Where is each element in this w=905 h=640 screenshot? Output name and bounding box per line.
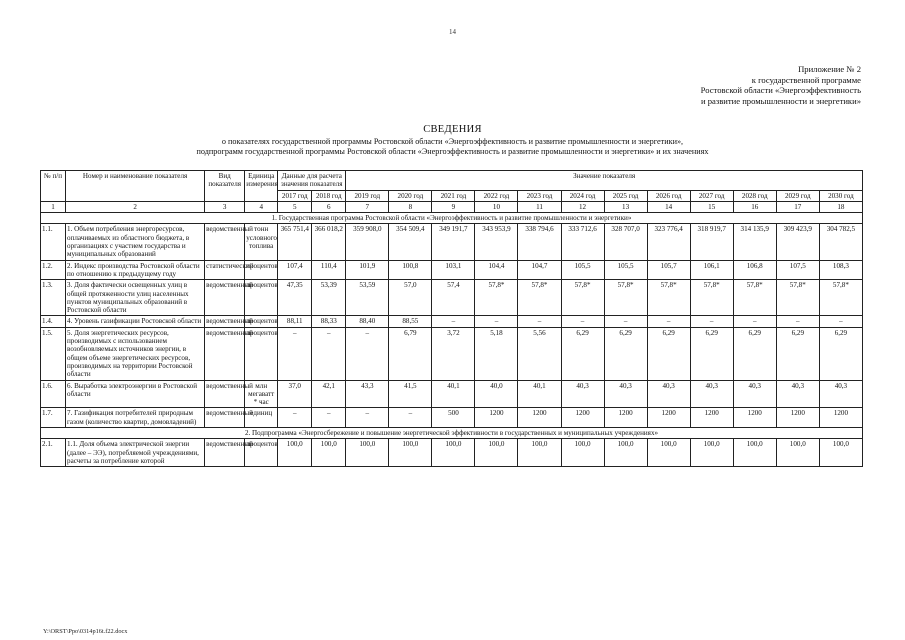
- value-cell: 57,8*: [518, 280, 561, 316]
- row-number: 1.6.: [41, 380, 66, 408]
- value-cell: 100,8: [389, 260, 432, 280]
- value-cell: 100,0: [690, 439, 733, 467]
- value-cell: 57,8*: [647, 280, 690, 316]
- section-row: [41, 213, 863, 224]
- table-row: [41, 408, 863, 428]
- column-number: 12: [561, 201, 604, 212]
- value-cell: 104,4: [475, 260, 518, 280]
- column-number: 3: [205, 201, 245, 212]
- value-cell: –: [690, 316, 733, 327]
- unit-of-measure: млн мегаватт * час: [245, 380, 278, 408]
- value-cell: 42,1: [312, 380, 346, 408]
- header-type: Вид показателя: [205, 171, 245, 202]
- table-row: [41, 260, 863, 280]
- value-cell: 328 707,0: [604, 224, 647, 260]
- value-cell: 43,3: [346, 380, 389, 408]
- value-cell: 103,1: [432, 260, 475, 280]
- table-row: [41, 316, 863, 327]
- value-cell: 37,0: [278, 380, 312, 408]
- value-cell: 5,56: [518, 327, 561, 380]
- value-cell: –: [819, 316, 862, 327]
- year-header: 2023 год: [518, 190, 561, 201]
- unit-of-measure: процентов: [245, 260, 278, 280]
- year-header: 2027 год: [690, 190, 733, 201]
- value-cell: 57,8*: [475, 280, 518, 316]
- value-cell: 57,8*: [604, 280, 647, 316]
- file-path-footer: Y:\ORST\Ppo\0314p16t.f22.docx: [43, 628, 128, 635]
- header-row: [41, 171, 863, 191]
- unit-of-measure: процентов: [246, 317, 278, 326]
- page-number: 14: [449, 28, 456, 36]
- table-row: [41, 224, 863, 260]
- subtitle-line: о показателях государственной программы Ростовской области «Энергоэффективность и развитие промышленности и энергетики»,: [221, 137, 684, 146]
- row-number: 1.4.: [41, 316, 66, 327]
- value-cell: –: [312, 408, 346, 428]
- value-cell: 53,59: [346, 280, 389, 316]
- indicator-name: 2. Индекс производства Ростовской области по отношению к предыдущему году: [66, 260, 205, 280]
- column-number-row: [41, 201, 863, 212]
- value-cell: 6,29: [647, 327, 690, 380]
- year-header: 2025 год: [604, 190, 647, 201]
- value-cell: 100,0: [776, 439, 819, 467]
- value-cell: 107,5: [776, 260, 819, 280]
- year-header: 2019 год: [346, 190, 389, 201]
- value-cell: –: [312, 327, 346, 380]
- year-header: 2030 год: [819, 190, 862, 201]
- value-cell: –: [776, 316, 819, 327]
- value-cell: 304 782,5: [819, 224, 862, 260]
- unit-of-measure: тонн условного топлива: [245, 224, 278, 260]
- subtitle-line: подпрограмм государственной программы Ростовской области «Энергоэффективность и развитие промышленности и энергетики» и их значениях: [196, 147, 709, 156]
- row-number: 1.5.: [41, 327, 66, 380]
- value-cell: 106,8: [733, 260, 776, 280]
- value-cell: 40,3: [819, 380, 862, 408]
- value-cell: –: [346, 408, 389, 428]
- value-cell: 5,18: [475, 327, 518, 380]
- value-cell: 107,4: [278, 260, 312, 280]
- value-cell: 40,1: [518, 380, 561, 408]
- value-cell: 40,3: [690, 380, 733, 408]
- column-number: 13: [604, 201, 647, 212]
- value-cell: 6,29: [776, 327, 819, 380]
- value-cell: 100,0: [432, 439, 475, 467]
- indicator-type: ведомственный: [205, 280, 245, 316]
- column-number: 11: [518, 201, 561, 212]
- value-cell: –: [604, 316, 647, 327]
- value-cell: 40,3: [604, 380, 647, 408]
- year-header: 2022 год: [475, 190, 518, 201]
- indicator-name: 6. Выработка электроэнергии в Ростовской области: [66, 380, 205, 408]
- value-cell: 333 712,6: [561, 224, 604, 260]
- value-cell: 40,0: [475, 380, 518, 408]
- value-cell: 366 018,2: [312, 224, 346, 260]
- year-header: 2017 год: [278, 190, 312, 201]
- value-cell: –: [561, 316, 604, 327]
- column-number: 4: [245, 201, 278, 212]
- value-cell: –: [733, 316, 776, 327]
- appendix-line: Ростовской области «Энергоэффективность: [700, 85, 861, 95]
- value-cell: –: [432, 316, 475, 327]
- indicator-type: ведомственный: [205, 380, 245, 408]
- table-row: [41, 439, 863, 467]
- value-cell: 40,1: [432, 380, 475, 408]
- indicator-name: 1. Объем потребления энергоресурсов, оплачиваемых из областного бюджета, в организациях с участием государства и муниципальных образований: [66, 224, 205, 260]
- year-header: 2028 год: [733, 190, 776, 201]
- section-row: [41, 428, 863, 439]
- value-cell: 323 776,4: [647, 224, 690, 260]
- value-cell: 343 953,9: [475, 224, 518, 260]
- value-cell: 57,8*: [819, 280, 862, 316]
- value-cell: 338 794,6: [518, 224, 561, 260]
- value-cell: –: [475, 316, 518, 327]
- value-cell: 105,5: [561, 260, 604, 280]
- column-number: 2: [66, 201, 205, 212]
- column-number: 8: [389, 201, 432, 212]
- value-cell: 100,0: [346, 439, 389, 467]
- indicator-name: 7. Газификация потребителей природным газом (количество квартир, домовладений): [66, 408, 205, 428]
- value-cell: 40,3: [733, 380, 776, 408]
- value-cell: 100,0: [518, 439, 561, 467]
- column-number: 6: [312, 201, 346, 212]
- value-cell: 359 908,0: [346, 224, 389, 260]
- indicator-name: 4. Уровень газификации Ростовской области: [66, 316, 205, 327]
- value-cell: 100,0: [278, 439, 312, 467]
- value-cell: 100,0: [733, 439, 776, 467]
- year-header: 2029 год: [776, 190, 819, 201]
- table-row: [41, 380, 863, 408]
- value-cell: 100,0: [561, 439, 604, 467]
- value-cell: 1200: [647, 408, 690, 428]
- row-number: 1.7.: [41, 408, 66, 428]
- value-cell: 57,8*: [733, 280, 776, 316]
- value-cell: 105,7: [647, 260, 690, 280]
- appendix-line: к государственной программе: [751, 74, 861, 85]
- unit-of-measure: единиц: [245, 408, 278, 428]
- value-cell: 100,0: [312, 439, 346, 467]
- column-number: 10: [475, 201, 518, 212]
- value-cell: –: [278, 327, 312, 380]
- header-values: Значение показателя: [346, 171, 863, 191]
- column-number: 7: [346, 201, 389, 212]
- column-number: 9: [432, 201, 475, 212]
- value-cell: 57,8*: [776, 280, 819, 316]
- value-cell: 40,3: [776, 380, 819, 408]
- indicator-type: статистический: [205, 260, 245, 280]
- value-cell: 1200: [475, 408, 518, 428]
- value-cell: 309 423,9: [776, 224, 819, 260]
- indicator-type: ведомственный: [205, 224, 245, 260]
- value-cell: 57,8*: [561, 280, 604, 316]
- value-cell: 365 751,4: [278, 224, 312, 260]
- value-cell: 41,5: [389, 380, 432, 408]
- indicator-type: ведомственный: [205, 439, 245, 467]
- document-title: СВЕДЕНИЯ: [423, 124, 482, 135]
- table-row: [41, 280, 863, 316]
- value-cell: 88,40: [346, 316, 389, 327]
- header-num: № п/п: [41, 171, 66, 202]
- header-name: Номер и наименование показателя: [66, 171, 205, 202]
- year-header: 2021 год: [432, 190, 475, 201]
- value-cell: 354 509,4: [389, 224, 432, 260]
- value-cell: –: [346, 327, 389, 380]
- value-cell: 1200: [561, 408, 604, 428]
- year-header: 2018 год: [312, 190, 346, 201]
- value-cell: 6,29: [819, 327, 862, 380]
- value-cell: 40,3: [647, 380, 690, 408]
- value-cell: 105,5: [604, 260, 647, 280]
- value-cell: 6,29: [561, 327, 604, 380]
- column-number: 15: [690, 201, 733, 212]
- value-cell: 104,7: [518, 260, 561, 280]
- value-cell: 100,0: [819, 439, 862, 467]
- value-cell: 1200: [518, 408, 561, 428]
- value-cell: 1200: [819, 408, 862, 428]
- year-header: 2020 год: [389, 190, 432, 201]
- value-cell: –: [389, 408, 432, 428]
- indicator-type: ведомственный: [205, 327, 245, 380]
- value-cell: 57,0: [389, 280, 432, 316]
- header-base: Данные для расчета значения показателя: [278, 171, 346, 191]
- value-cell: 349 191,7: [432, 224, 475, 260]
- value-cell: 6,29: [733, 327, 776, 380]
- value-cell: 1200: [776, 408, 819, 428]
- value-cell: 3,72: [432, 327, 475, 380]
- value-cell: –: [278, 408, 312, 428]
- year-header: 2024 год: [561, 190, 604, 201]
- unit-of-measure: процентов: [245, 280, 278, 316]
- appendix-header: [701, 64, 861, 106]
- value-cell: 1200: [690, 408, 733, 428]
- value-cell: –: [518, 316, 561, 327]
- value-cell: 500: [432, 408, 475, 428]
- row-number: 2.1.: [41, 439, 66, 467]
- value-cell: 47,35: [278, 280, 312, 316]
- row-number: 1.2.: [41, 260, 66, 280]
- appendix-line: и развитие промышленности и энергетики»: [700, 95, 861, 106]
- value-cell: 318 919,7: [690, 224, 733, 260]
- indicator-name: 1.1. Доля объема электрической энергии (далее – ЭЭ), потребляемой учреждениями, расчеты за потребление которой: [66, 439, 205, 467]
- value-cell: 106,1: [690, 260, 733, 280]
- value-cell: 110,4: [312, 260, 346, 280]
- unit-of-measure: процентов: [245, 327, 278, 380]
- row-number: 1.3.: [41, 280, 66, 316]
- value-cell: 6,79: [389, 327, 432, 380]
- indicators-table: [40, 170, 863, 467]
- value-cell: 6,29: [690, 327, 733, 380]
- value-cell: 88,11: [278, 316, 312, 327]
- value-cell: 53,39: [312, 280, 346, 316]
- indicator-type: ведомственный: [205, 408, 245, 428]
- indicator-name: 3. Доля фактически освещенных улиц в общей протяженности улиц населенных пунктов муниципальных образований в Ростовской области: [66, 280, 205, 316]
- column-number: 14: [647, 201, 690, 212]
- value-cell: –: [647, 316, 690, 327]
- value-cell: 100,0: [389, 439, 432, 467]
- value-cell: 100,0: [604, 439, 647, 467]
- value-cell: 6,29: [604, 327, 647, 380]
- value-cell: 100,0: [647, 439, 690, 467]
- value-cell: 57,4: [432, 280, 475, 316]
- column-number: 17: [776, 201, 819, 212]
- value-cell: 101,9: [346, 260, 389, 280]
- year-header: 2026 год: [647, 190, 690, 201]
- value-cell: 314 135,9: [733, 224, 776, 260]
- value-cell: 57,8*: [690, 280, 733, 316]
- column-number: 18: [819, 201, 862, 212]
- value-cell: 40,3: [561, 380, 604, 408]
- value-cell: 88,55: [389, 316, 432, 327]
- unit-of-measure: процентов: [245, 439, 278, 467]
- value-cell: 1200: [604, 408, 647, 428]
- column-number: 16: [733, 201, 776, 212]
- section-title: 1. Государственная программа Ростовской области «Энергоэффективность и развитие промышленности и энергетики»: [41, 213, 863, 224]
- column-number: 5: [278, 201, 312, 212]
- section-title: 2. Подпрограмма «Энергосбережение и повышение энергетической эффективности в государственных и муниципальных учреждениях»: [41, 428, 863, 439]
- value-cell: 88,33: [312, 316, 346, 327]
- indicator-name: 5. Доля энергетических ресурсов, производимых с использованием возобновляемых источников энергии, в общем объеме энергетических ресурсов, производимых на территории Ростовской области: [66, 327, 205, 380]
- column-number: 1: [41, 201, 66, 212]
- document-subtitle: [0, 137, 905, 157]
- value-cell: 1200: [733, 408, 776, 428]
- indicator-type: ведомственный: [206, 317, 253, 326]
- table-row: [41, 327, 863, 380]
- row-number: 1.1.: [41, 224, 66, 260]
- value-cell: 108,3: [819, 260, 862, 280]
- value-cell: 100,0: [475, 439, 518, 467]
- header-unit: Единица измерения: [245, 171, 278, 202]
- appendix-line: Приложение № 2: [798, 64, 861, 74]
